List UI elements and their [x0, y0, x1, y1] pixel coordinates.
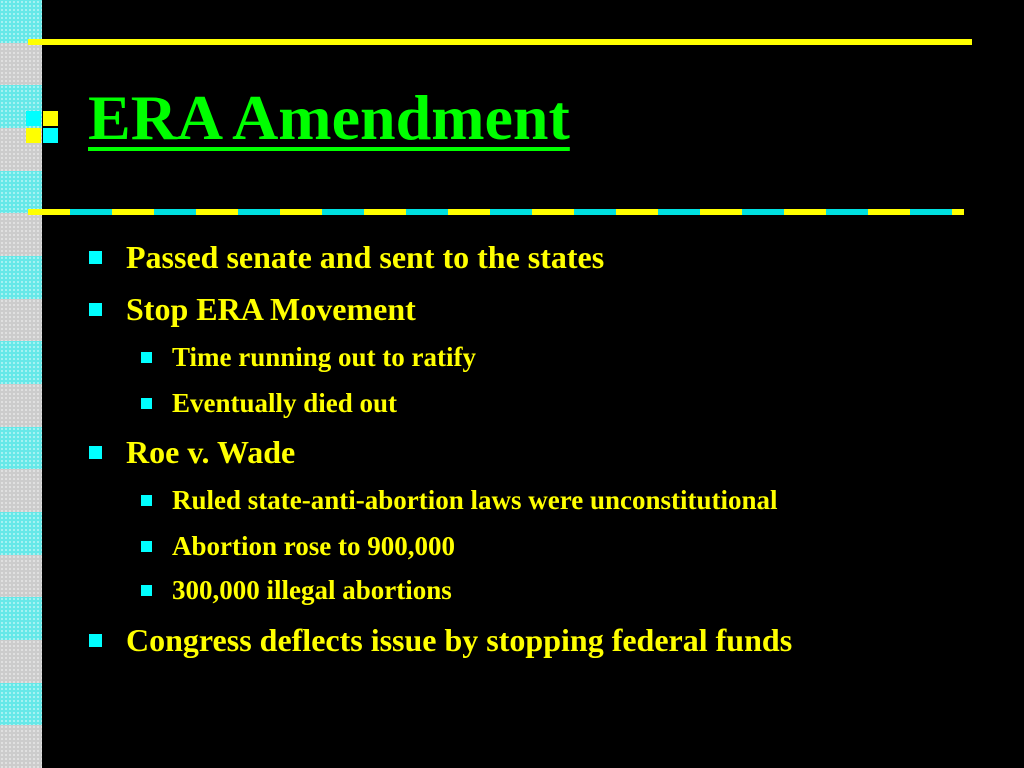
- square-bullet-icon: [141, 398, 152, 409]
- sub-bullet-item: [172, 388, 397, 418]
- square-bullet-icon: [89, 303, 102, 316]
- square-bullet-icon: [141, 585, 152, 596]
- bullet-item: [126, 291, 416, 327]
- sub-bullet-item: [172, 575, 452, 605]
- bullet-text: Ruled state-anti-abortion laws were unconstitutional: [172, 485, 778, 515]
- bullet-item: [126, 239, 604, 275]
- square-bullet-icon: [89, 446, 102, 459]
- bullet-text: 300,000 illegal abortions: [172, 575, 452, 605]
- slide-title: ERA Amendment: [88, 82, 570, 153]
- bullet-text: Abortion rose to 900,000: [172, 531, 455, 561]
- square-bullet-icon: [141, 495, 152, 506]
- sub-bullet-item: [172, 485, 778, 515]
- bullet-text: Time running out to ratify: [172, 342, 477, 372]
- square-bullet-icon: [89, 634, 102, 647]
- bullet-item: [126, 434, 295, 470]
- bullet-text: Stop ERA Movement: [126, 291, 416, 327]
- bullet-text: Roe v. Wade: [126, 434, 296, 470]
- square-bullet-icon: [141, 352, 152, 363]
- square-bullet-icon: [89, 251, 102, 264]
- bullet-text: Passed senate and sent to the states: [126, 239, 605, 275]
- square-bullet-icon: [141, 541, 152, 552]
- bullet-text: Congress deflects issue by stopping federal funds: [126, 622, 793, 658]
- sub-bullet-item: [172, 342, 476, 372]
- bullet-item: [126, 622, 792, 658]
- sub-bullet-item: [172, 531, 455, 561]
- bullet-text: Eventually died out: [172, 388, 398, 418]
